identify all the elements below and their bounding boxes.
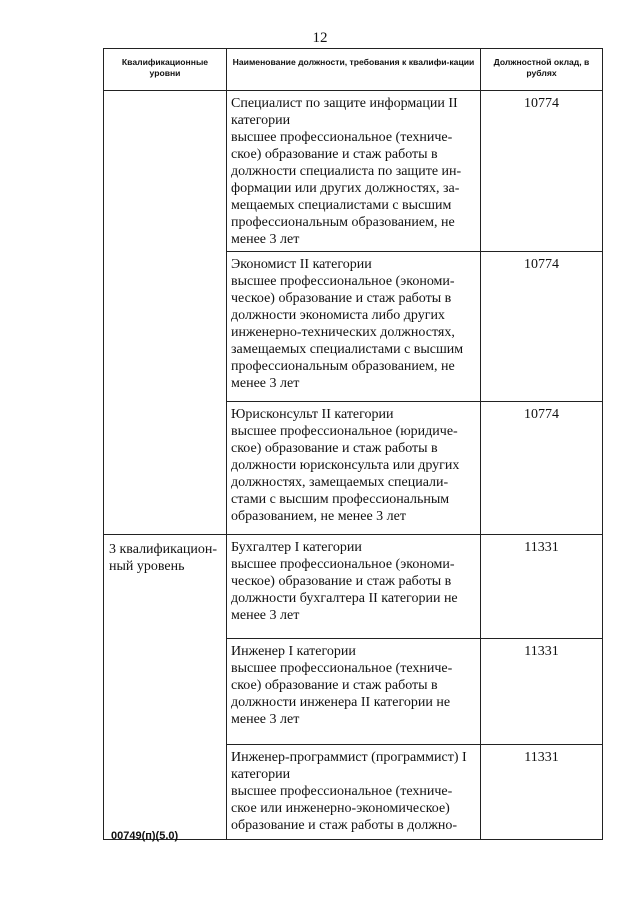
level-cell: [104, 91, 227, 535]
position-requirements: высшее профессиональное (техниче-ское) образование и стаж работы в должности инженера II категории не менее 3 лет: [231, 661, 453, 727]
table-row: [104, 535, 603, 639]
salary-cell: 11331: [481, 745, 603, 840]
position-cell: [227, 402, 481, 535]
salary-cell: 10774: [481, 252, 603, 402]
salary-cell: 11331: [481, 535, 603, 639]
salary-cell: 10774: [481, 402, 603, 535]
header-levels: Квалификационные уровни: [104, 49, 227, 91]
position-cell: [227, 535, 481, 639]
page-number: 12: [312, 30, 328, 46]
position-requirements: высшее профессиональное (юридиче-ское) образование и стаж работы в должности юрисконсульта или других должностях, замещаемых специали-стами с высшим профессиональным образованием, не менее 3 лет: [231, 424, 460, 524]
position-requirements: высшее профессиональное (экономи-ческое) образование и стаж работы в должности бухгалтера II категории не менее 3 лет: [231, 557, 458, 623]
document-code: 00749(п)(5.0): [111, 830, 179, 842]
header-position: Наименование должности, требования к квалифи-кации: [227, 49, 481, 91]
position-requirements: высшее профессиональное (техниче-ское) образование и стаж работы в должности специалиста по защите ин-формации или других должностях, за-мещаемых специалистами с высшим профессиональным образованием, не менее 3 лет: [231, 130, 462, 247]
position-title: Специалист по защите информации II категории: [231, 96, 458, 128]
position-cell: [227, 91, 481, 252]
table-header-row: [104, 49, 603, 91]
header-salary: Должностной оклад, в рублях: [481, 49, 603, 91]
position-title: Бухгалтер I категории: [231, 540, 362, 555]
table-row: [104, 91, 603, 252]
position-title: Юрисконсульт II категории: [231, 407, 394, 422]
position-title: Инженер-программист (программист) I категории: [231, 750, 467, 782]
position-requirements: высшее профессиональное (техниче-ское или инженерно-экономическое) образование и стаж работы в должно-: [231, 784, 458, 833]
salary-cell: 10774: [481, 91, 603, 252]
position-cell: [227, 252, 481, 402]
position-requirements: высшее профессиональное (экономи-ческое) образование и стаж работы в должности экономиста либо других инженерно-технических должностях, замещаемых специалистами с высшим профессиональным образованием, не менее 3 лет: [231, 274, 464, 391]
qualification-table: [103, 48, 603, 840]
position-title: Экономист II категории: [231, 257, 372, 272]
level-cell: 3 квалификацион-ный уровень: [104, 535, 227, 840]
position-cell: [227, 639, 481, 745]
salary-cell: 11331: [481, 639, 603, 745]
position-title: Инженер I категории: [231, 644, 356, 659]
position-cell: [227, 745, 481, 840]
